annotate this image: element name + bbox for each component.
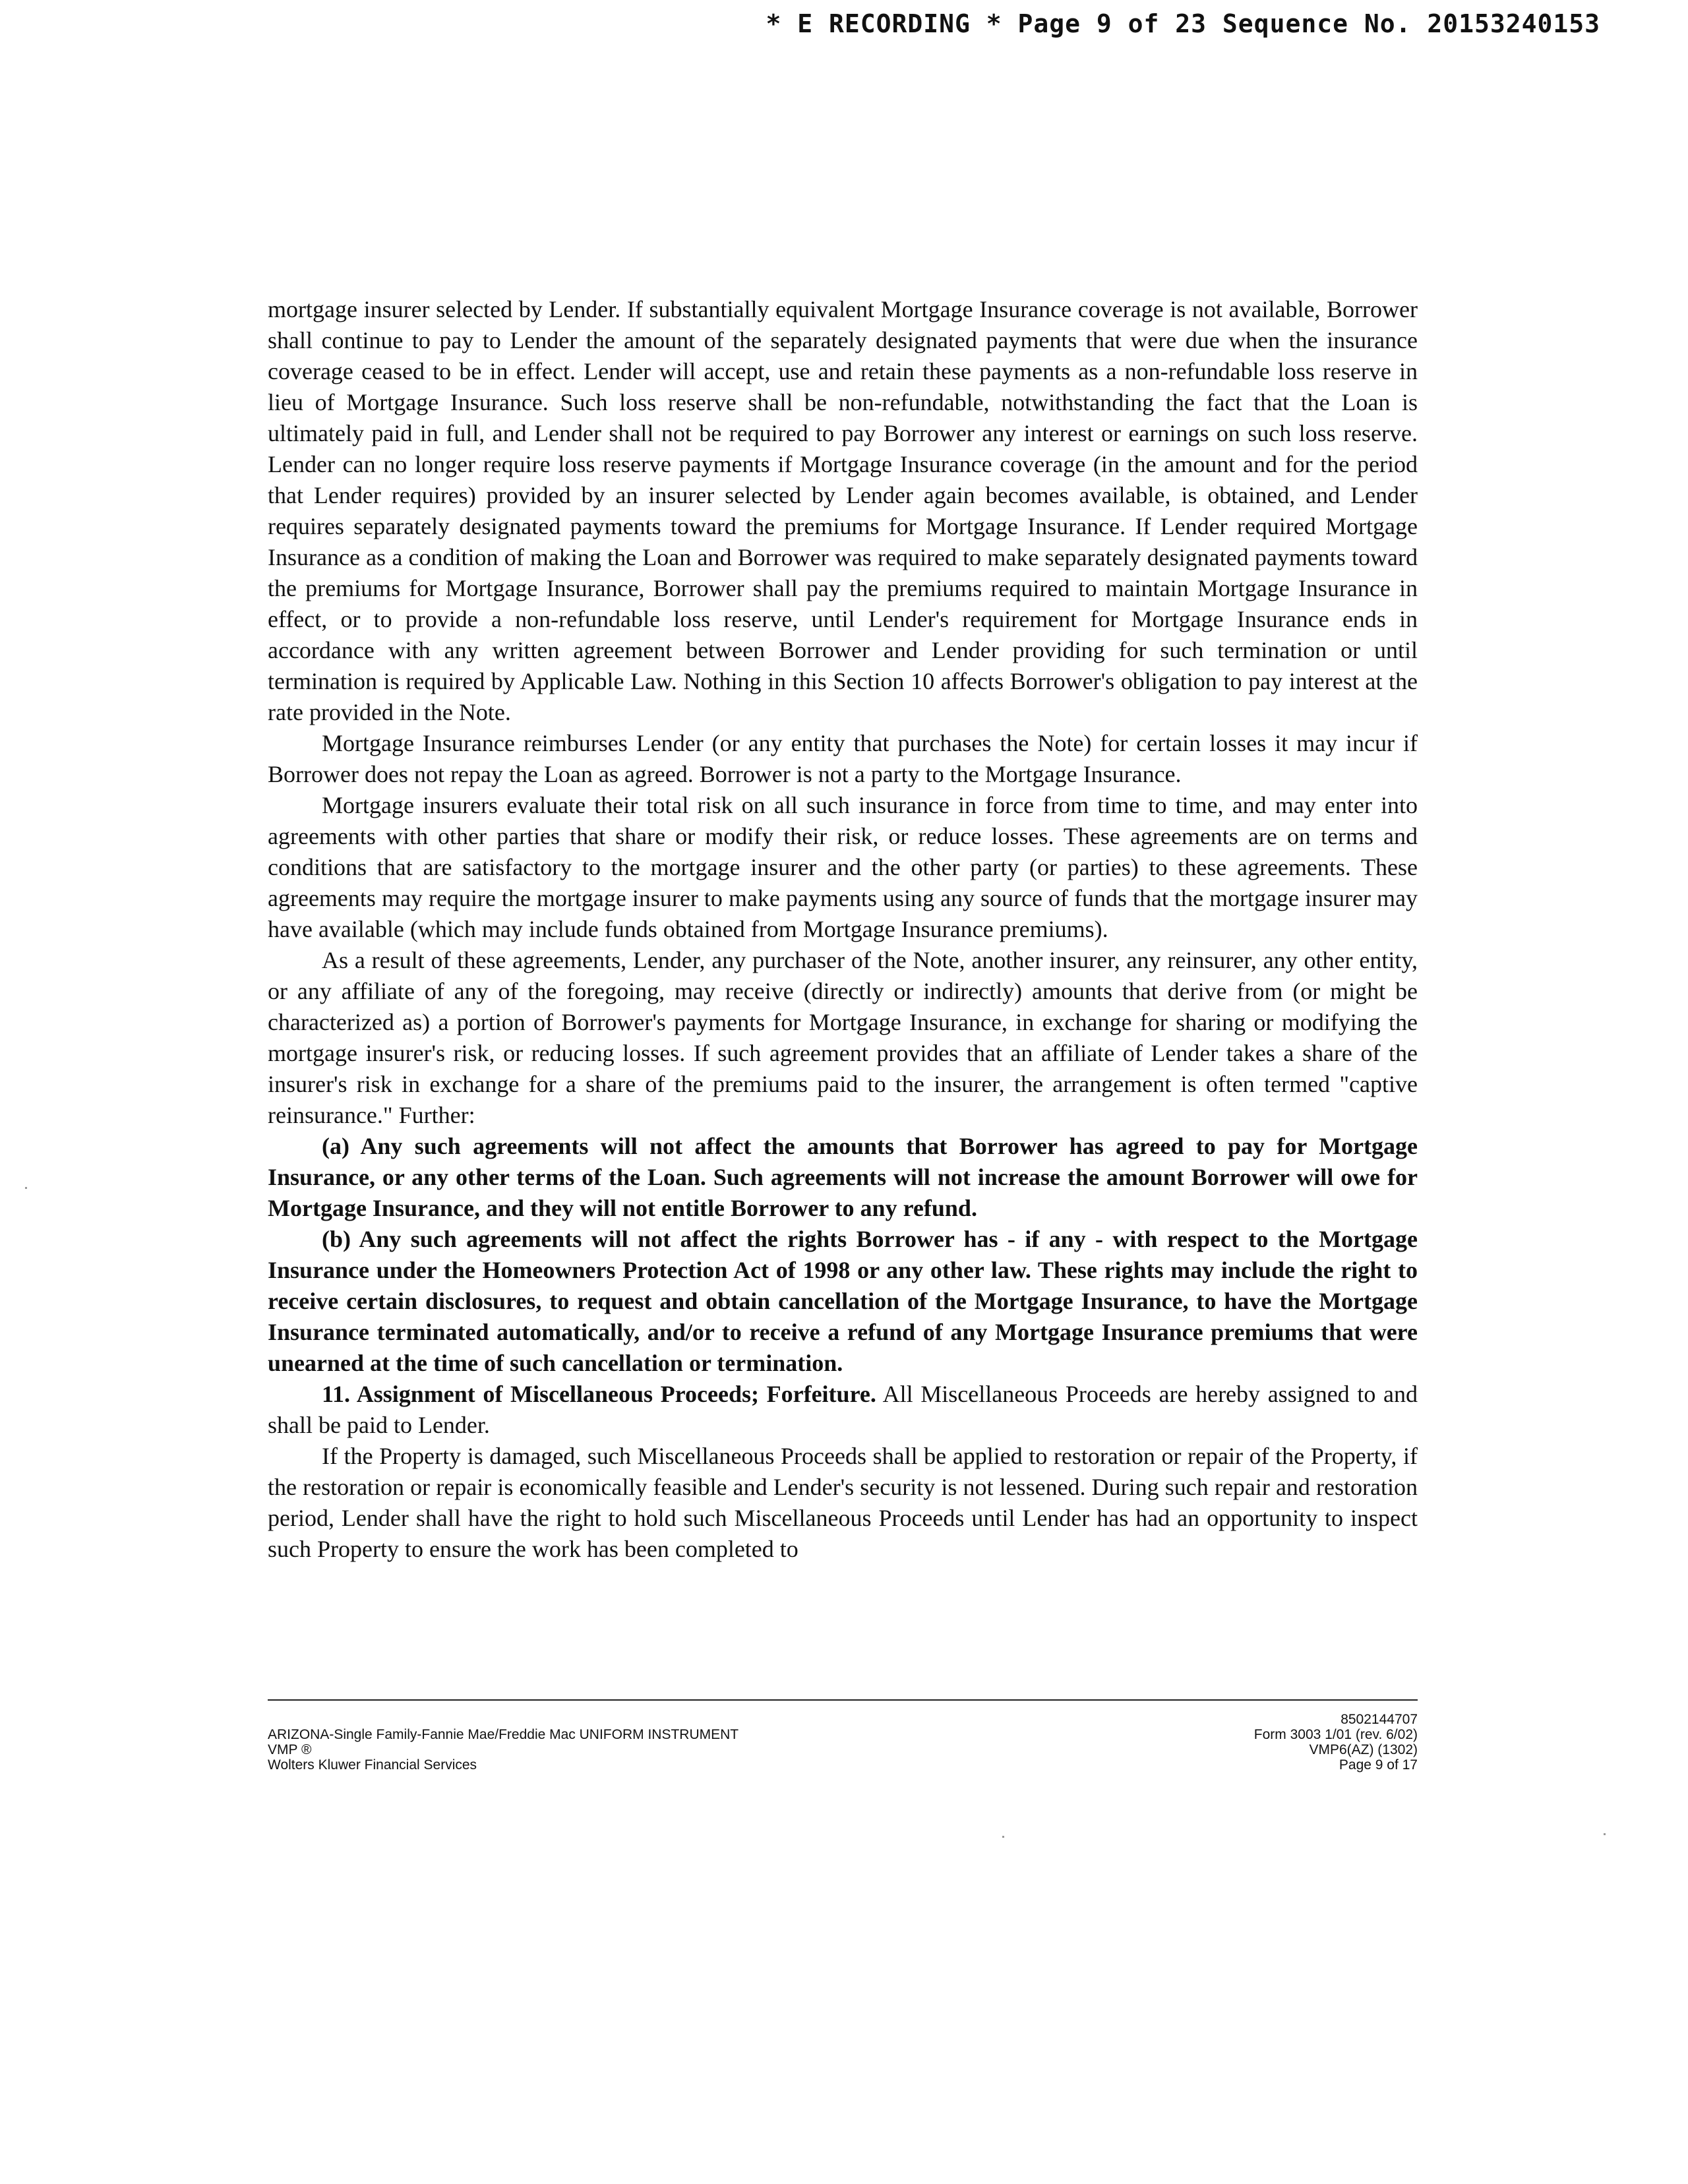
paragraph-property-damaged: If the Property is damaged, such Miscellaneous Proceeds shall be applied to restoration or repair of the Property, if the restoration or repair is economically feasible and Lender's security is not lessened. During such repair and restoration period, Lender shall have the right to hold such Miscellaneous Proceeds until Lender has had an opportunity to inspect such Property to ensure the work has been completed to (268, 1443, 1418, 1562)
footer-page-of: Page 9 of 17 (1339, 1757, 1418, 1773)
footer-right-block (1254, 1712, 1418, 1773)
footer-vmp-mark: VMP ® (268, 1742, 312, 1757)
scan-speck (1002, 1836, 1004, 1838)
document-body (268, 294, 1418, 1565)
paragraph-mortgage-insurance-reimburses: Mortgage Insurance reimburses Lender (or any entity that purchases the Note) for certain losses it may incur if Borrower does not repay the Loan as agreed. Borrower is not a party to the Mortgage Insurance. (268, 730, 1418, 787)
footer-loan-number: 8502144707 (1341, 1712, 1418, 1727)
scan-speck (1604, 1833, 1606, 1835)
paragraph-clause-b: (b) Any such agreements will not affect the rights Borrower has - if any - with respect to the Mortgage Insurance under the Homeowners Protection Act of 1998 or any other law. These rights may include the right to receive certain disclosures, to request and obtain cancellation of the Mortgage Insurance, to have the Mortgage Insurance terminated automatically, and/or to receive a refund of any Mortgage Insurance premiums that were unearned at the time of such cancellation or termination. (268, 1226, 1418, 1376)
paragraph-mortgage-insurers-evaluate: Mortgage insurers evaluate their total risk on all such insurance in force from time to time, and may enter into agreements with other parties that share or modify their risk, or reduce losses. These agreements are on terms and conditions that are satisfactory to the mortgage insurer and the other party (or parties) to these agreements. These agreements may require the mortgage insurer to make payments using any source of funds that the mortgage insurer may have available (which may include funds obtained from Mortgage Insurance premiums). (268, 792, 1418, 942)
footer-instrument-title: ARIZONA-Single Family-Fannie Mae/Freddie Mac UNIFORM INSTRUMENT (268, 1727, 739, 1742)
paragraph-clause-a: (a) Any such agreements will not affect the amounts that Borrower has agreed to pay for Mortgage Insurance, or any other terms of the Loan. Such agreements will not increase the amount Borrower will owe for Mortgage Insurance, and they will not entitle Borrower to any refund. (268, 1133, 1418, 1221)
section-11-text: All Miscellaneous Proceeds are hereby assigned to and shall be paid to Lender. (268, 1381, 1418, 1438)
recording-stamp: * E RECORDING * Page 9 of 23 Sequence No. 20153240153 (766, 9, 1600, 38)
footer-form-number: Form 3003 1/01 (rev. 6/02) (1253, 1727, 1418, 1742)
footer-publisher: Wolters Kluwer Financial Services (268, 1757, 477, 1773)
scan-speck (25, 1187, 27, 1189)
section-11-heading: 11. Assignment of Miscellaneous Proceeds; Forfeiture. (322, 1381, 876, 1407)
paragraph-result-of-agreements: As a result of these agreements, Lender, any purchaser of the Note, another insurer, any reinsurer, any other entity, or any affiliate of any of the foregoing, may receive (directly or indirectly) amounts that derive from (or might be characterized as) a portion of Borrower's payments for Mortgage Insurance, in exchange for sharing or modifying the mortgage insurer's risk, or reducing losses. If such agreement provides that an affiliate of Lender takes a share of the insurer's risk in exchange for a share of the premiums paid to the insurer, the arrangement is often termed "captive reinsurance." Further: (268, 947, 1418, 1128)
paragraph-section-11 (268, 1379, 1418, 1441)
footer-left-block (268, 1727, 738, 1773)
paragraph-mortgage-insurer-continuation: mortgage insurer selected by Lender. If substantially equivalent Mortgage Insurance coverage is not available, Borrower shall continue to pay to Lender the amount of the separately designated payments that were due when the insurance coverage ceased to be in effect. Lender will accept, use and retain these payments as a non-refundable loss reserve in lieu of Mortgage Insurance. Such loss reserve shall be non-refundable, notwithstanding the fact that the Loan is ultimately paid in full, and Lender shall not be required to pay Borrower any interest or earnings on such loss reserve. Lender can no longer require loss reserve payments if Mortgage Insurance coverage (in the amount and for the period that Lender requires) provided by an insurer selected by Lender again becomes available, is obtained, and Lender requires separately designated payments toward the premiums for Mortgage Insurance. If Lender required Mortgage Insurance as a condition of making the Loan and Borrower was required to make separately designated payments toward the premiums for Mortgage Insurance, Borrower shall pay the premiums required to maintain Mortgage Insurance in effect, or to provide a non-refundable loss reserve, until Lender's requirement for Mortgage Insurance ends in accordance with any written agreement between Borrower and Lender providing for such termination or until termination is required by Applicable Law. Nothing in this Section 10 affects Borrower's obligation to pay interest at the rate provided in the Note. (268, 296, 1418, 725)
footer-vmp-code: VMP6(AZ) (1302) (1309, 1742, 1418, 1757)
footer-divider (268, 1699, 1418, 1701)
